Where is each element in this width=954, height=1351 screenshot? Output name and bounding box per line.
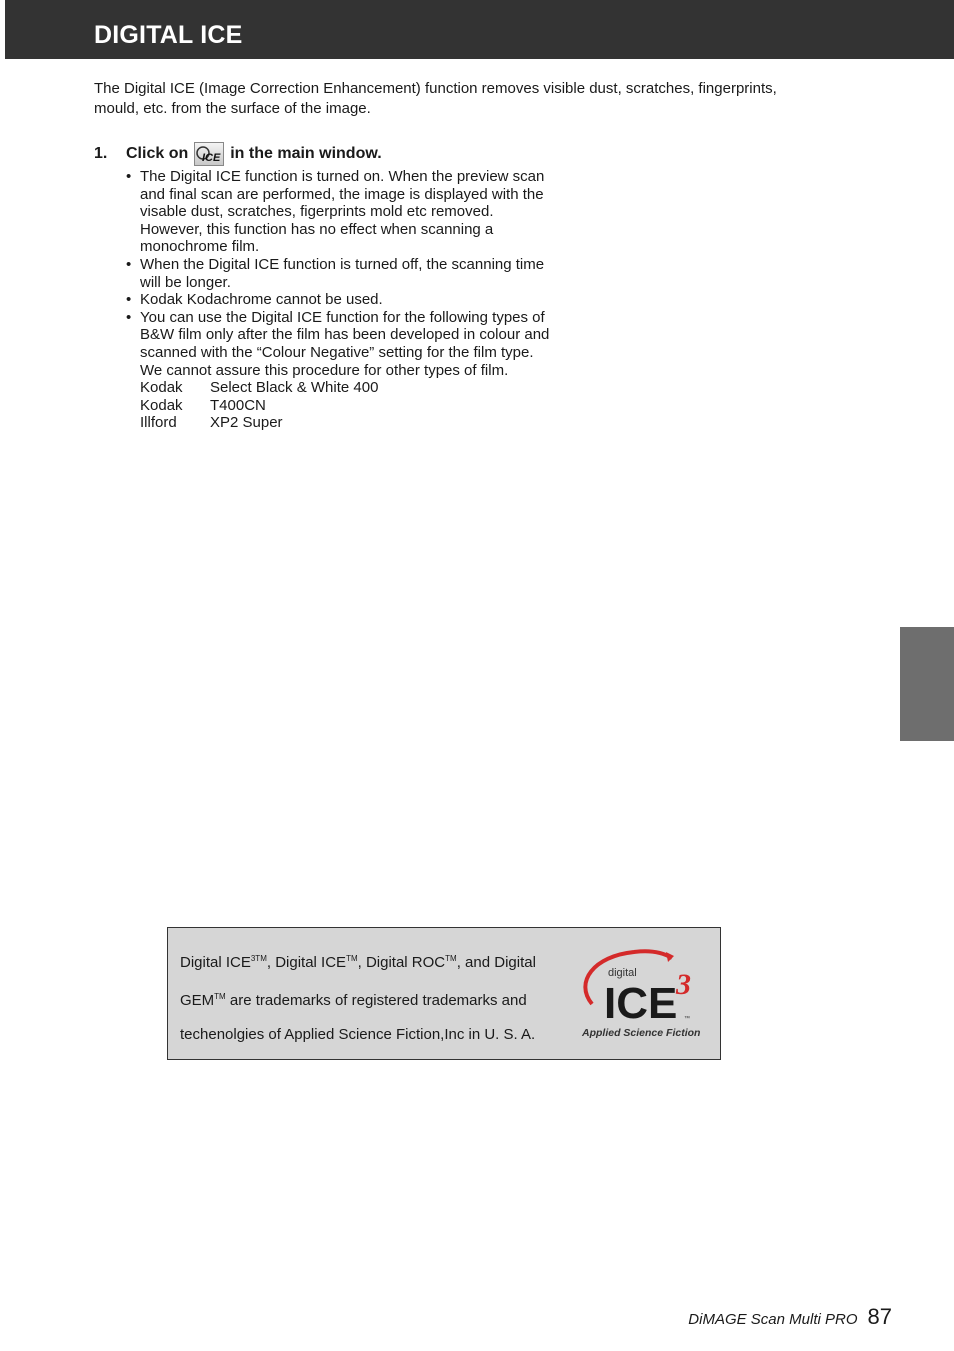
film-brand: Kodak [140,396,183,414]
trademark-box [167,927,721,1060]
bullet-item: • You can use the Digital ICE function for the following types of B&W film only after the film has been developed in colour and scanned with the “Colour Negative” setting for the film type. We cannot assure this procedure for other types of film. Kodak Select Black & White 400 Kodak T400CN Illford XP2 Super [126,308,550,432]
svg-text:ICE: ICE [202,152,221,164]
chapter-side-tab [900,627,954,741]
film-row [140,414,378,432]
bullet-item: • Kodak Kodachrome cannot be used. [126,291,383,309]
ice-button-icon [194,142,224,166]
film-brand: Kodak [140,379,183,397]
film-row [140,379,378,397]
footer-model-name: DiMAGE Scan Multi PRO [688,1311,858,1328]
logo-digital-text: digital [608,967,637,979]
intro-paragraph: The Digital ICE (Image Correction Enhancement) function removes visible dust, scratches, fingerprints, mould, etc. from the surface of the image. [94,80,777,117]
trademark-notice: Digital $ICE^{3TM}$, Digital ICE™, Digital ROC™, and Digital GEM™ are trademarks of registered trademarks and techenolgies of Applied Science Fiction,Inc in U. S. A. [180,954,536,1043]
page-number: 87 [867,1304,892,1329]
page-title: DIGITAL ICE [94,21,243,49]
step-text-after: in the main window. [230,145,382,162]
logo-company-text: Applied Science Fiction [582,1027,701,1039]
film-name: Select Black & White 400 [210,379,379,397]
step-number: 1. [94,145,108,162]
logo-tm-text: ™ [684,1016,690,1022]
bullet-item: • When the Digital ICE function is turned off, the scanning time will be longer. [126,255,545,291]
film-name: XP2 Super [210,414,283,432]
logo-three-text: 3 [676,968,691,1001]
film-row [140,397,378,415]
bullet-item: • The Digital ICE function is turned on. When the preview scan and final scan are performed, the image is displayed with the visable dust, scratches, figerprints mold etc removed. However, this function has no effect when scanning a monochrome film. [126,168,545,256]
step-1-heading [94,140,382,168]
film-brand: Illford [140,414,177,432]
digital-ice3-logo [574,942,704,1042]
step-1-bullets [126,168,556,432]
page-footer [688,1304,892,1330]
step-text-before: Click on [126,145,189,162]
film-list [140,379,378,432]
logo-ice-text: ICE [604,979,678,1028]
film-name: T400CN [210,396,266,414]
